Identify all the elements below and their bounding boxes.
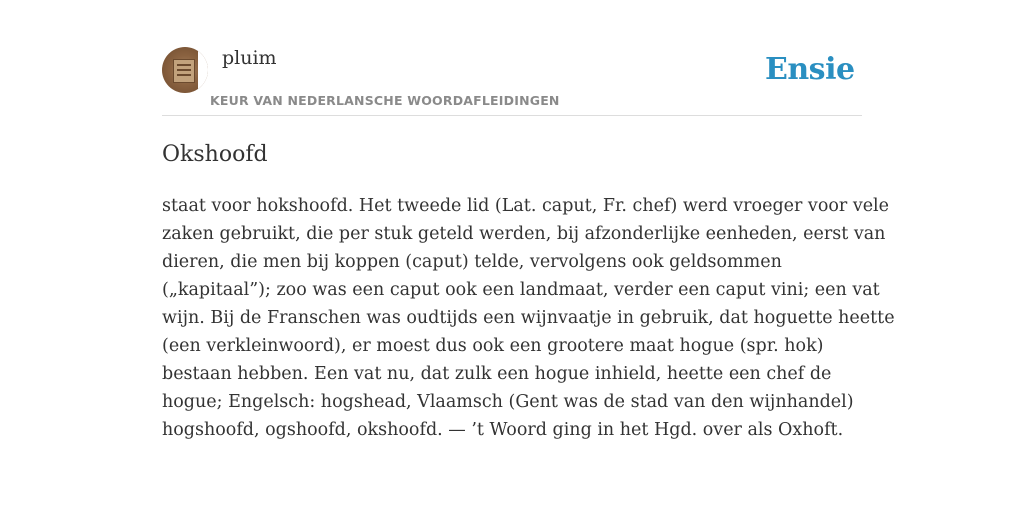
definition-line: wijn. Bij de Franschen was oudtijds een wijnvaatje in gebruik, dat hoguette heette <box>162 308 895 328</box>
definition-line: zaken gebruikt, die per stuk geteld werden, bij afzonderlijke eenheden, eerst van <box>162 224 886 244</box>
divider <box>162 115 862 116</box>
definition-line: („kapitaal”); zoo was een caput ook een landmaat, verder een caput vini; een vat <box>162 280 880 300</box>
definition-line: hogue; Engelsch: hogshead, Vlaamsch (Gent was de stad van den wijnhandel) <box>162 392 854 412</box>
definition-line: staat voor hokshoofd. Het tweede lid (Lat. caput, Fr. chef) werd vroeger voor vele <box>162 196 890 216</box>
definition-line: bestaan hebben. Een vat nu, dat zulk een hogue inhield, heette een chef de <box>162 364 832 384</box>
avatar-crop <box>198 47 208 93</box>
source-title[interactable]: KEUR VAN NEDERLANSCHE WOORDAFLEIDINGEN <box>210 93 560 108</box>
author-avatar[interactable] <box>162 47 208 93</box>
entry-definition <box>162 192 895 444</box>
definition-line: dieren, die men bij koppen (caput) telde, vervolgens ook geldsommen <box>162 252 782 272</box>
definition-line: hogshoofd, ogshoofd, okshoofd. — ’t Woord ging in het Hgd. over als Oxhoft. <box>162 420 844 440</box>
brand-logo[interactable]: Ensie <box>765 52 855 87</box>
definition-line: (een verkleinwoord), er moest dus ook een grootere maat hogue (spr. hok) <box>162 336 824 356</box>
author-name[interactable]: pluim <box>222 47 277 69</box>
avatar-image <box>173 59 195 83</box>
entry-title: Okshoofd <box>162 142 268 167</box>
